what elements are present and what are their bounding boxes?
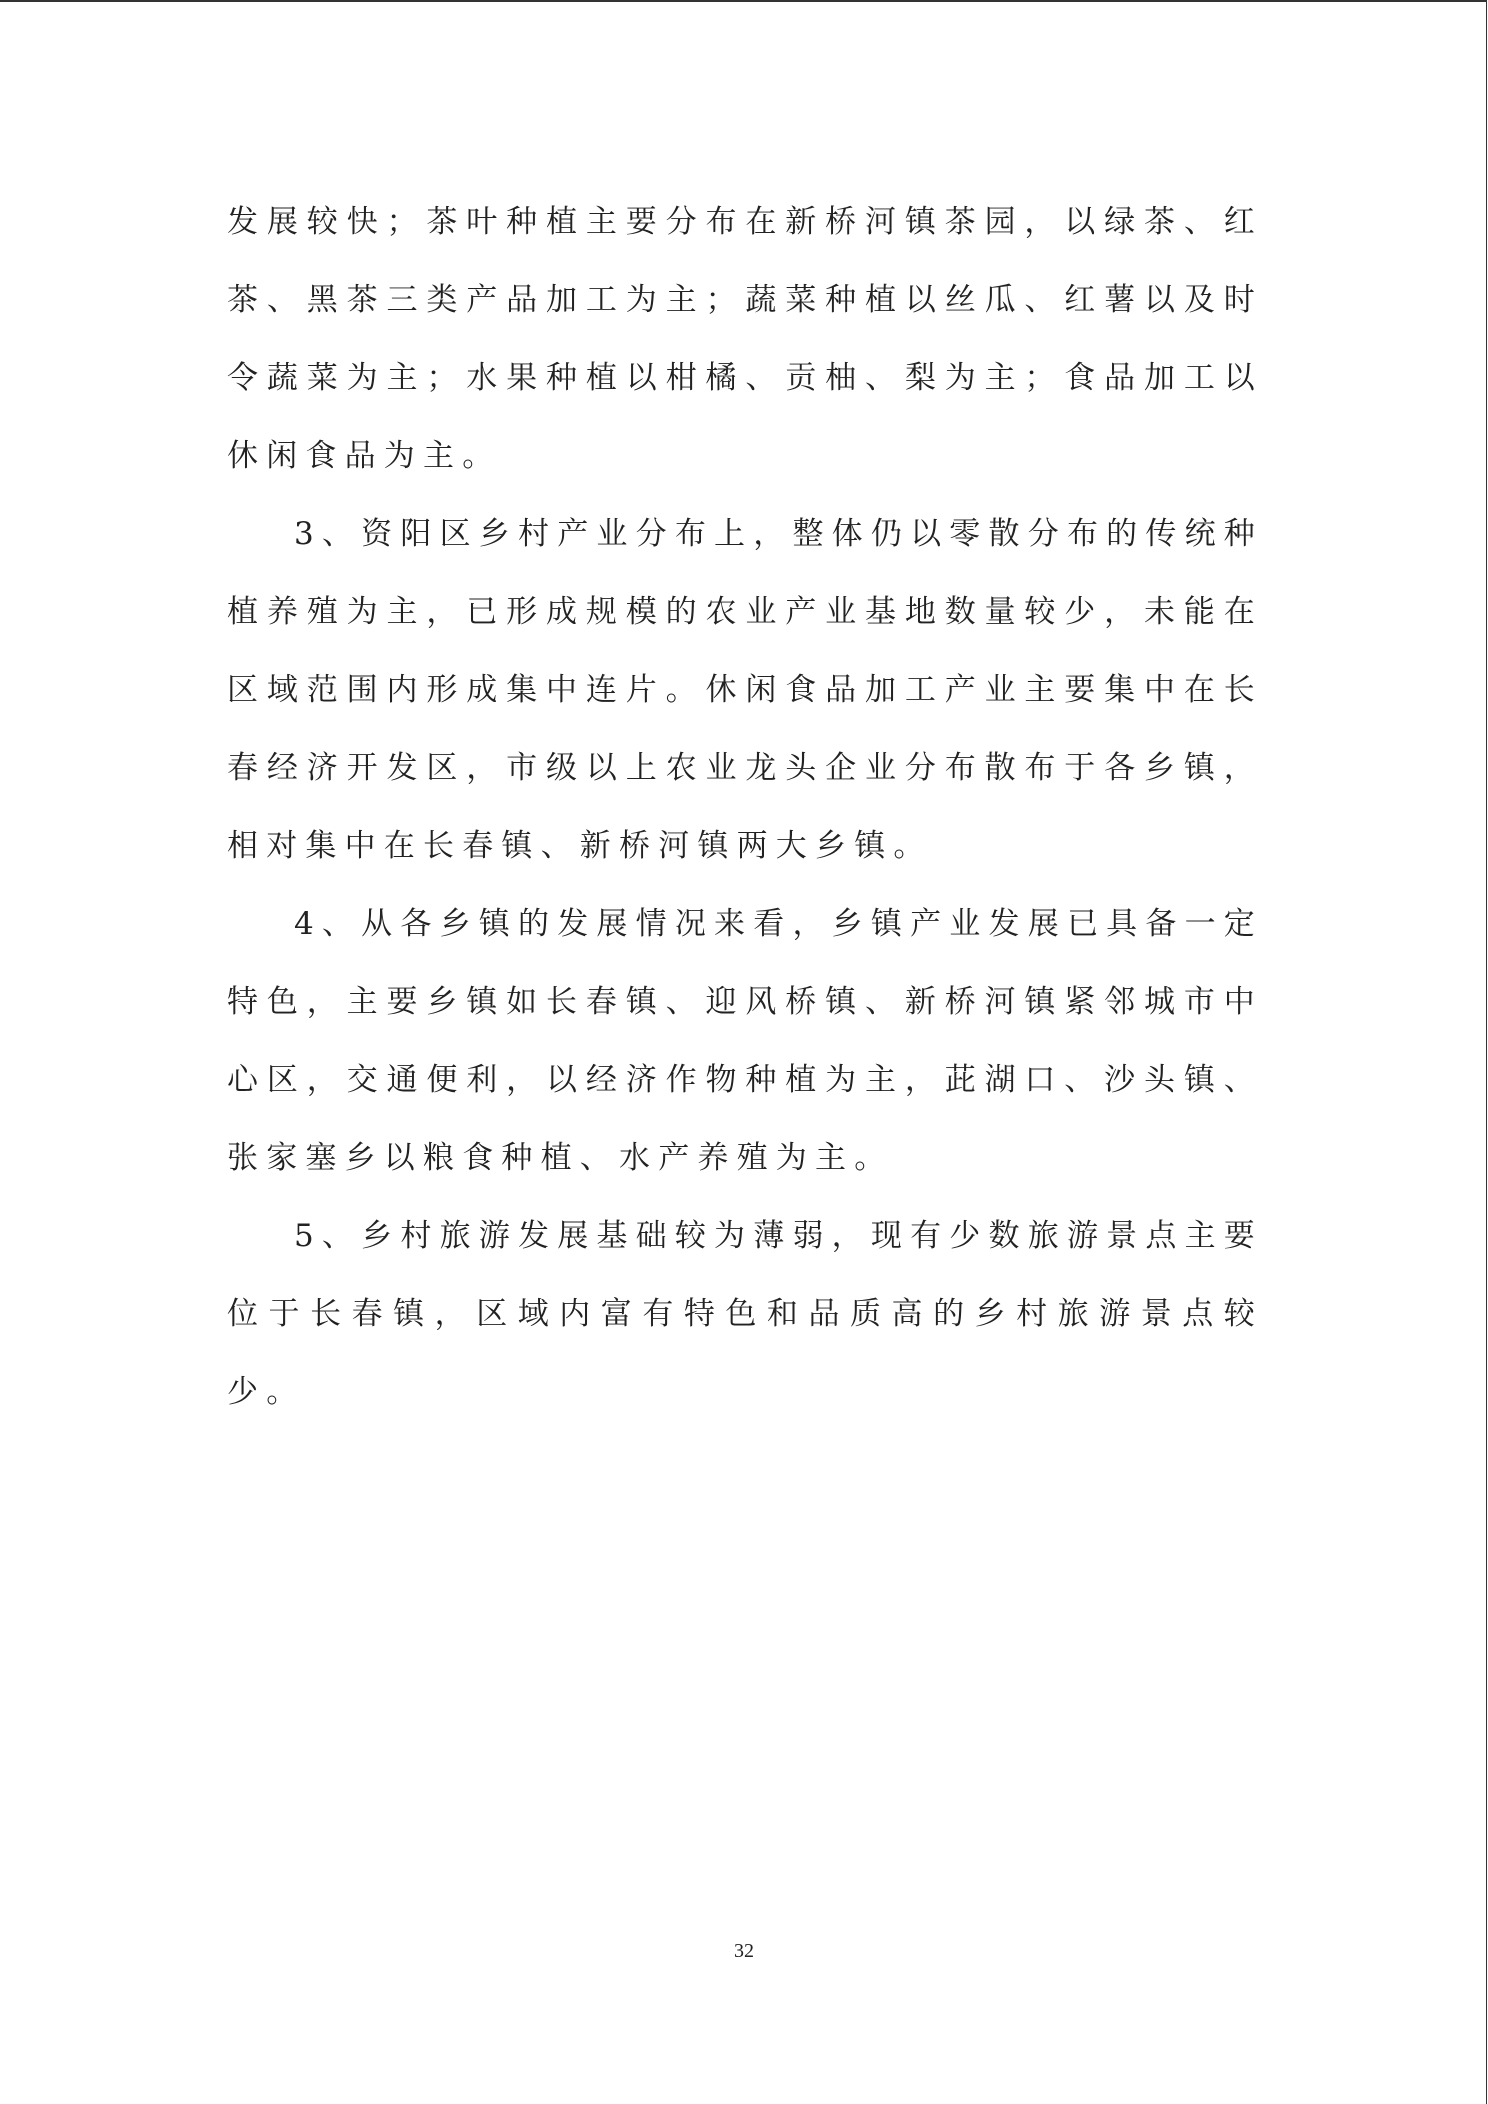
paragraph-continuation: 发展较快；茶叶种植主要分布在新桥河镇茶园，以绿茶、红茶、黑茶三类产品加工为主；蔬菜种植以丝瓜、红薯以及时令蔬菜为主；水果种植以柑橘、贡柚、梨为主；食品加工以休闲食品为主。 bbox=[227, 204, 1263, 474]
paragraph-item-3: 3、资阳区乡村产业分布上，整体仍以零散分布的传统种植养殖为主，已形成规模的农业产业基地数量较少，未能在区域范围内形成集中连片。休闲食品加工产业主要集中在长春经济开发区，市级以上农业龙头企业分布散布于各乡镇，相对集中在长春镇、新桥河镇两大乡镇。 bbox=[227, 516, 1263, 864]
document-body bbox=[227, 183, 1263, 1431]
paragraph-item-5: 5、乡村旅游发展基础较为薄弱，现有少数旅游景点主要位于长春镇，区域内富有特色和品质高的乡村旅游景点较少。 bbox=[227, 1218, 1263, 1410]
paragraph-item-4: 4、从各乡镇的发展情况来看，乡镇产业发展已具备一定特色，主要乡镇如长春镇、迎风桥镇、新桥河镇紧邻城市中心区，交通便利，以经济作物种植为主，茈湖口、沙头镇、张家塞乡以粮食种植、水产养殖为主。 bbox=[227, 906, 1263, 1176]
page-number: 32 bbox=[734, 1940, 754, 1962]
